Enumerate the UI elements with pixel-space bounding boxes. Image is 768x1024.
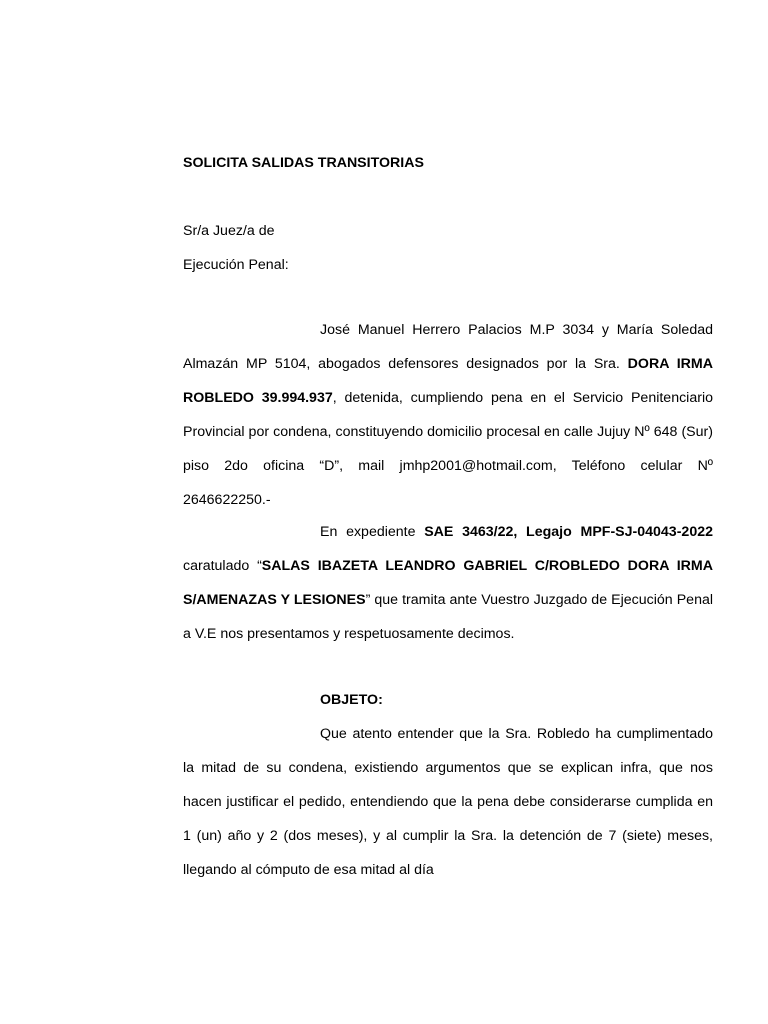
paragraph-case-text-c: ” que tramita ante Vuestro Juzgado de Ejecución Penal a V.E nos presentamos y respetuosamente decimos. [183,592,714,642]
document-title: SOLICITA SALIDAS TRANSITORIAS [183,155,424,171]
paragraph-case [183,515,713,651]
address-line-1: Sr/a Juez/a de [183,223,275,239]
paragraph-case-text-a: En expediente [320,524,425,540]
case-caption: SALAS IBAZETA LEANDRO GABRIEL C/ROBLEDO DORA IRMA S/AMENAZAS Y LESIONES [183,558,713,608]
defendant-name: DORA IRMA ROBLEDO 39.994.937 [183,356,713,406]
paragraph-presentation-text-a: José Manuel Herrero Palacios M.P 3034 y María Soledad Almazán MP 5104, abogados defensores designados por la Sra. [183,322,713,372]
address-line-2: Ejecución Penal: [183,257,289,273]
paragraph-presentation-text-b: , detenida, cumpliendo pena en el Servicio Penitenciario Provincial por condena, constituyendo domicilio procesal en calle Jujuy Nº 648 (Sur) piso 2do oficina “D”, mail jmhp2001@hotmail.com, Teléfono celular Nº 2646622250.- [183,390,713,508]
paragraph-objeto: Que atento entender que la Sra. Robledo ha cumplimentado la mitad de su condena, existiendo argumentos que se explican infra, que nos hacen justificar el pedido, entendiendo que la pena debe considerarse cumplida en 1 (un) año y 2 (dos meses), y al cumplir la Sra. la detención de 7 (siete) meses, llegando al cómputo de esa mitad al día [183,726,713,878]
section-heading-objeto: OBJETO: [320,692,383,708]
paragraph-presentation [183,313,713,517]
paragraph-case-text-b: caratulado “ [183,558,262,574]
case-number: SAE 3463/22, Legajo MPF-SJ-04043-2022 [424,524,713,540]
